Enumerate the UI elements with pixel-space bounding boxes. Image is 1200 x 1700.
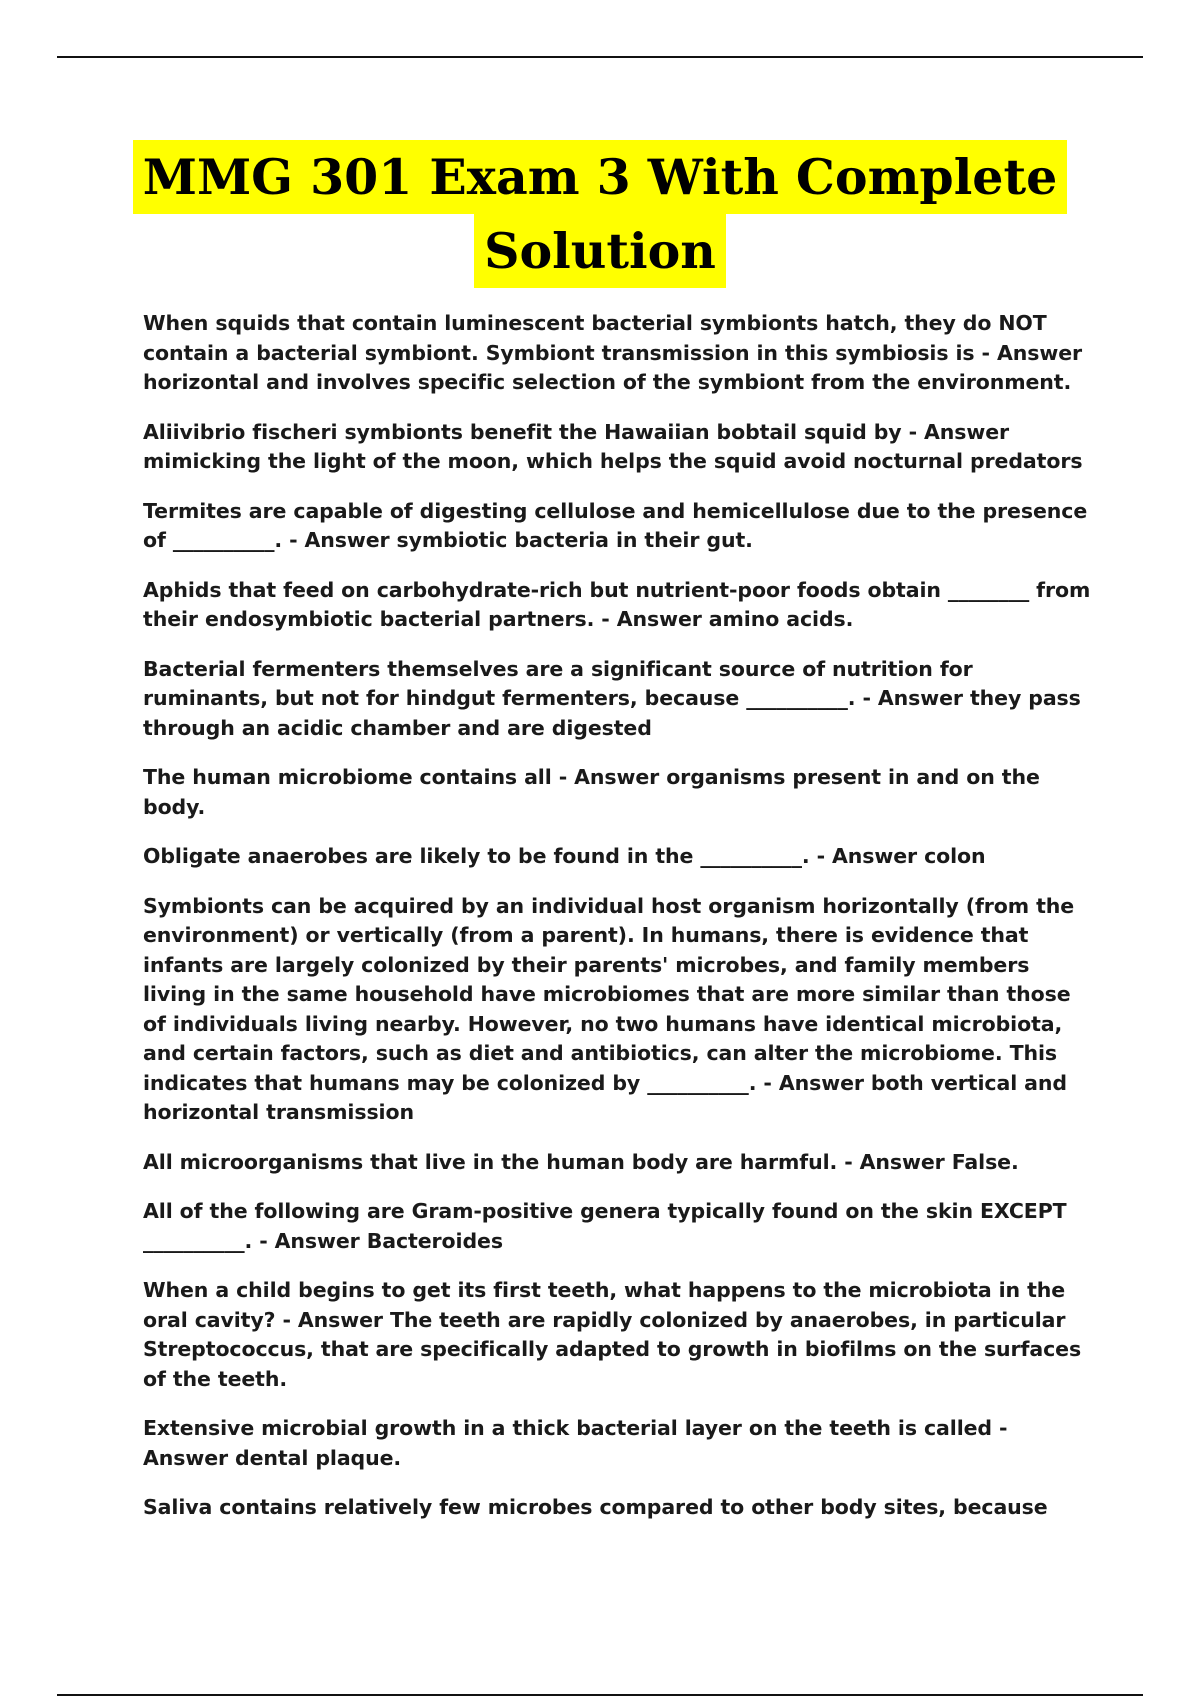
qa-item: Obligate anaerobes are likely to be found in the __________. - Answer colon <box>143 844 986 868</box>
qa-item: Termites are capable of digesting cellulose and hemicellulose due to the presence of __________. - Answer symbiotic bacteria in their gut. <box>143 498 1088 552</box>
qa-item: Aliivibrio fischeri symbionts benefit the Hawaiian bobtail squid by - Answer mimicking the light of the moon, which helps the squid avoid nocturnal predators <box>143 419 1083 473</box>
qa-item: Saliva contains relatively few microbes compared to other body sites, because <box>143 1495 1048 1519</box>
header-rule <box>57 56 1143 58</box>
footer-rule <box>57 1694 1143 1696</box>
qa-item: Bacterial fermenters themselves are a significant source of nutrition for ruminants, but not for hindgut fermenters, because __________. - Answer they pass through an acidic chamber and are digested <box>143 656 1081 740</box>
qa-item: All of the following are Gram-positive genera typically found on the skin EXCEPT __________. - Answer Bacteroides <box>143 1199 1067 1253</box>
title-line-2: Solution <box>474 214 726 288</box>
qa-item: When squids that contain luminescent bacterial symbionts hatch, they do NOT contain a bacterial symbiont. Symbiont transmission in this symbiosis is - Answer horizontal and involves specific selection of the symbiont from the environment. <box>143 311 1083 394</box>
qa-item: The human microbiome contains all - Answer organisms present in and on the body. <box>143 765 1040 819</box>
qa-item: All microorganisms that live in the human body are harmful. - Answer False. <box>143 1149 1019 1174</box>
question-answer-list <box>143 309 1093 1543</box>
title-line-1: MMG 301 Exam 3 With Complete <box>133 140 1068 214</box>
qa-item: When a child begins to get its first teeth, what happens to the microbiota in the oral cavity? - Answer The teeth are rapidly colonized by anaerobes, in particular Streptococcus, that are specifically adapted to growth in biofilms on the surfaces of the teeth. <box>143 1278 1082 1391</box>
qa-item: Symbionts can be acquired by an individual host organism horizontally (from the environment) or vertically (from a parent). In humans, there is evidence that infants are largely colonized by their parents' microbes, and family members living in the same household have microbiomes that are more similar than those of individuals living nearby. However, no two humans have identical microbiota, and certain factors, such as diet and antibiotics, can alter the microbiome. This indicates that humans may be colonized by __________. - Answer both vertical and horizontal transmission <box>143 893 1075 1124</box>
qa-item: Aphids that feed on carbohydrate-rich but nutrient-poor foods obtain ________ from their endosymbiotic bacterial partners. - Answer amino acids. <box>143 577 1091 631</box>
qa-item: Extensive microbial growth in a thick bacterial layer on the teeth is called - Answer dental plaque. <box>143 1416 1008 1470</box>
document-title <box>0 140 1200 288</box>
